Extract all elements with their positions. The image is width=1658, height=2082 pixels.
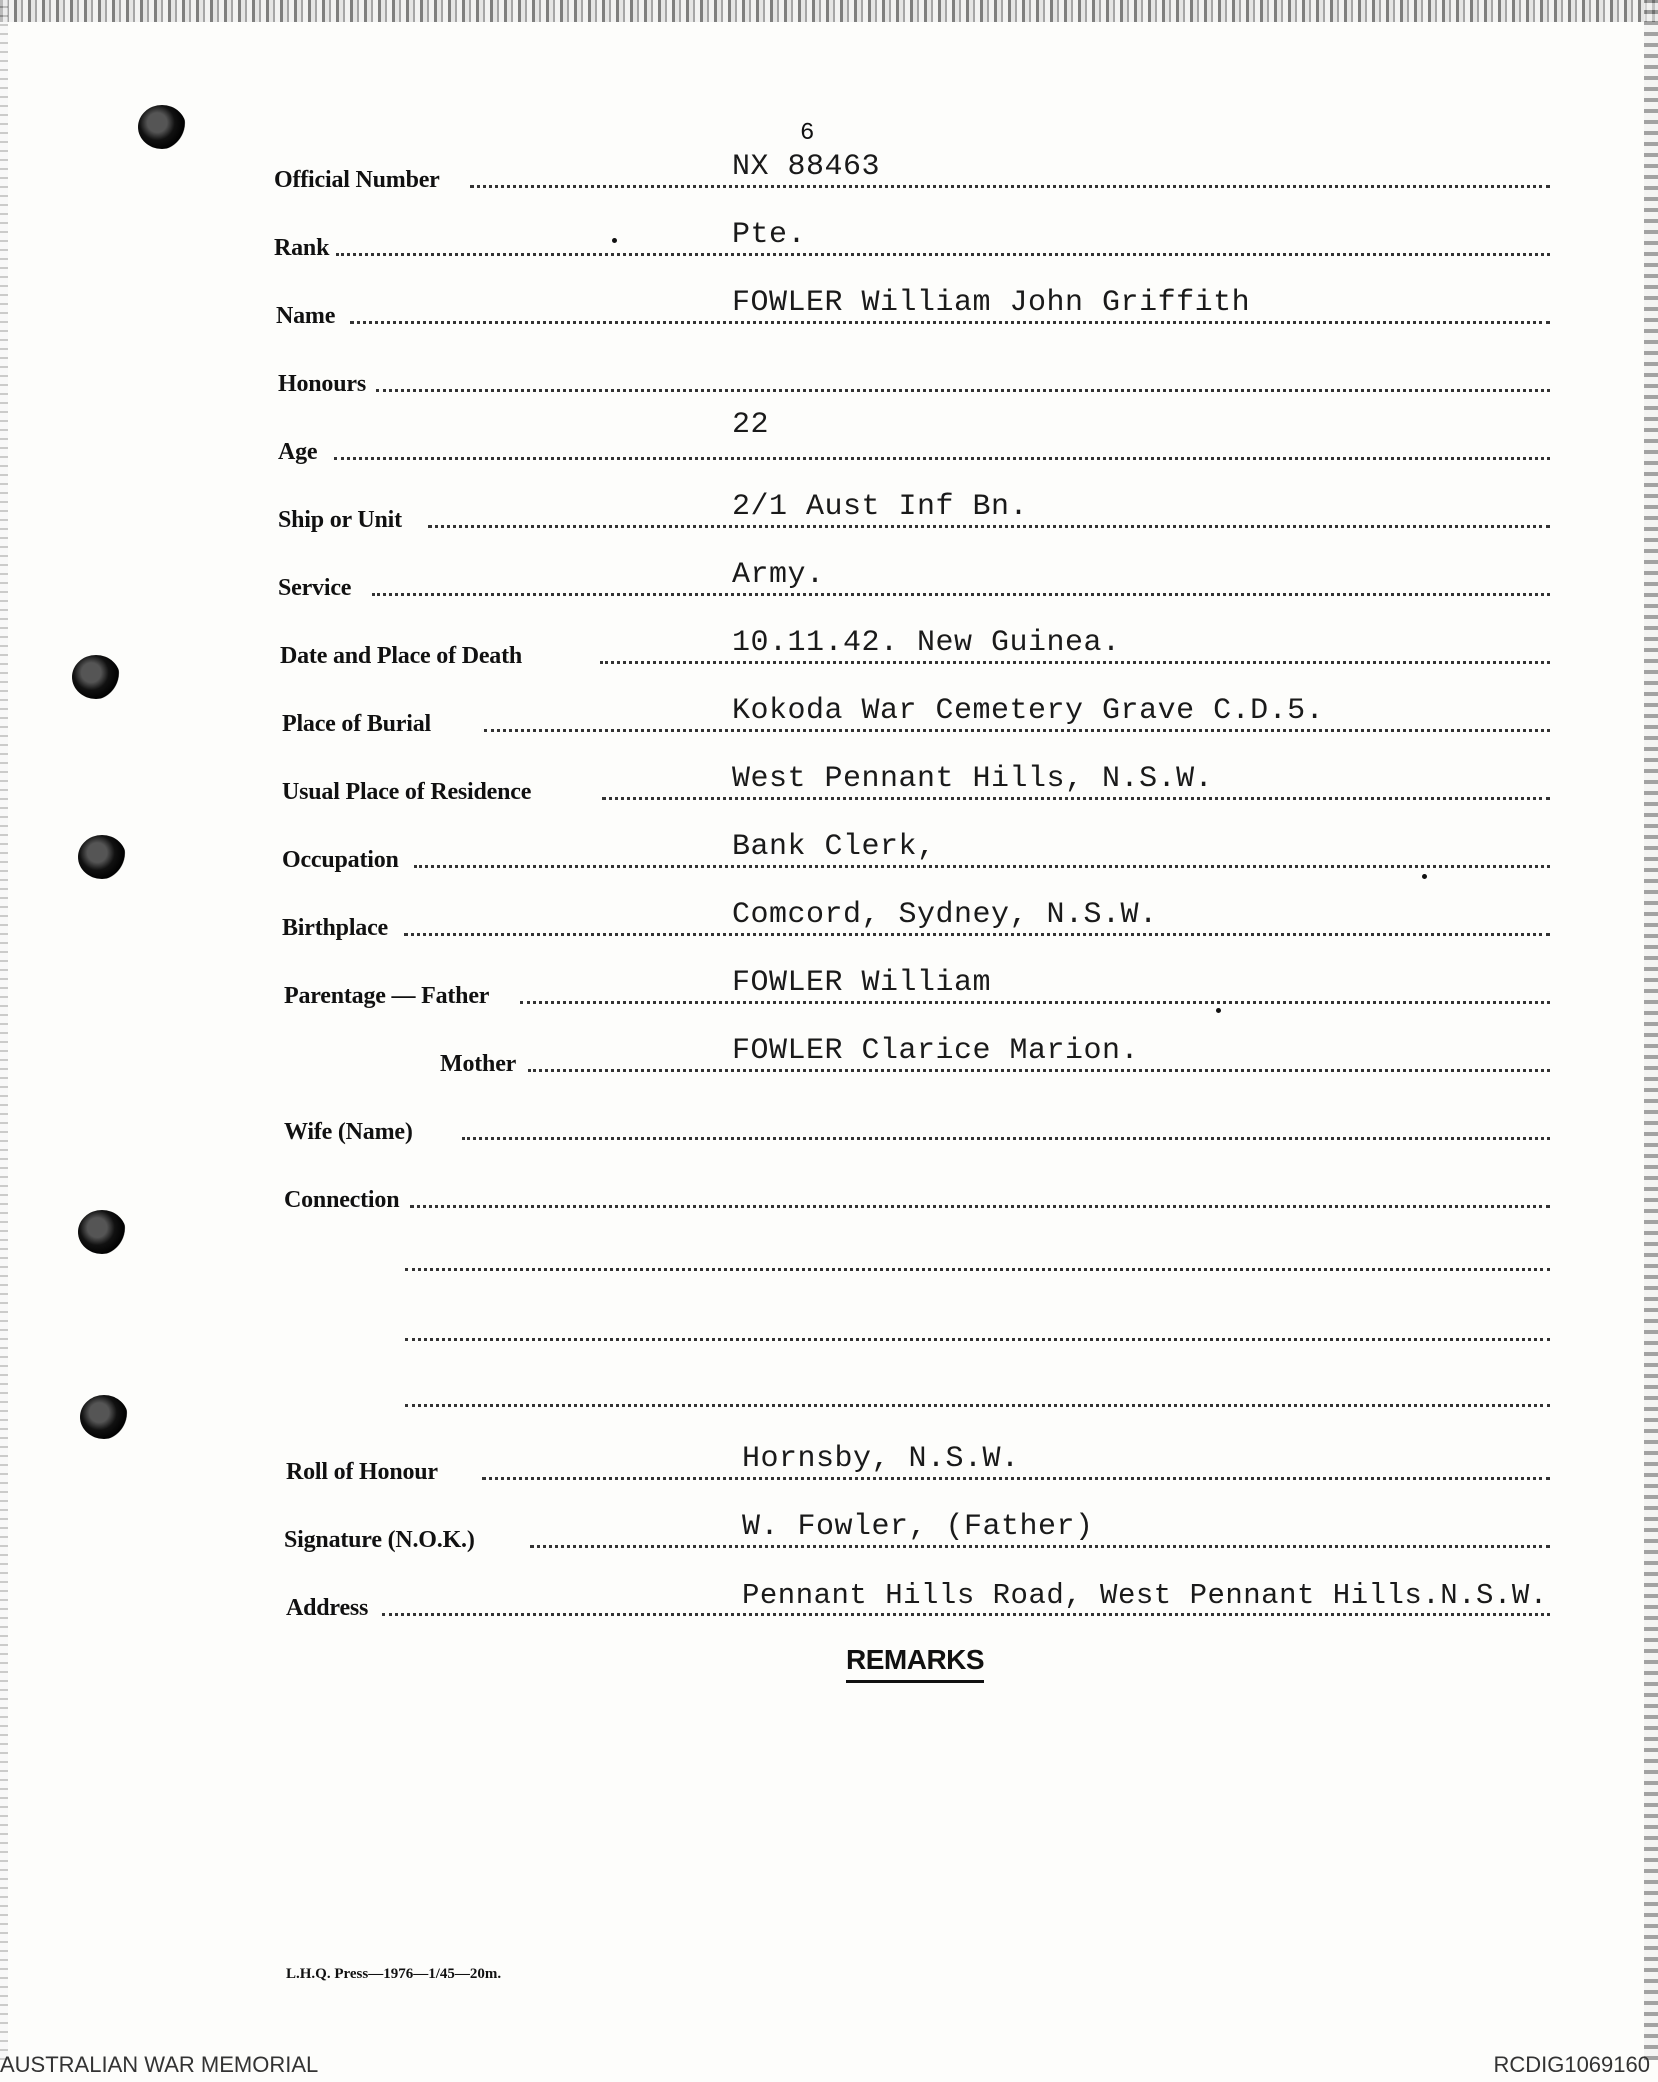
field-label: Birthplace (282, 915, 388, 941)
field-roll-of-honour (0, 1424, 1658, 1486)
field-honours (0, 336, 1658, 398)
field-label: Usual Place of Residence (282, 779, 532, 805)
field-label: Name (276, 303, 336, 329)
connection-continuation-line (405, 1404, 1550, 1407)
field-connection (0, 1152, 1658, 1214)
field-dotted-line (382, 1613, 1550, 1616)
field-dotted-line (334, 457, 1550, 460)
scan-edge-top (0, 0, 1658, 22)
field-dotted-line (350, 321, 1550, 324)
punch-hole-4 (78, 1210, 126, 1254)
field-label: Place of Burial (282, 711, 431, 737)
field-dotted-line (414, 865, 1550, 868)
field-value: 22 (732, 408, 770, 442)
field-occupation (0, 812, 1658, 874)
connection-continuation-line (405, 1338, 1550, 1341)
field-dotted-line (528, 1069, 1550, 1072)
scan-speck (1422, 874, 1427, 879)
field-value: W. Fowler, (Father) (742, 1510, 1094, 1544)
field-dotted-line (484, 729, 1550, 732)
field-value: Pte. (732, 218, 807, 252)
record-id: RCDIG1069160 (1493, 2052, 1650, 2077)
field-dotted-line (410, 1205, 1550, 1208)
field-value: FOWLER Clarice Marion. (732, 1034, 1140, 1068)
field-value: 10.11.42. New Guinea. (732, 626, 1121, 660)
field-value: FOWLER William John Griffith (732, 286, 1251, 320)
field-usual-place-of-residence (0, 744, 1658, 806)
archive-credit: AUSTRALIAN WAR MEMORIAL (0, 2052, 319, 2077)
field-wife-name (0, 1084, 1658, 1146)
field-place-of-burial (0, 676, 1658, 738)
field-dotted-line (462, 1137, 1550, 1140)
field-dotted-line (372, 593, 1550, 596)
field-label: Connection (284, 1187, 400, 1213)
field-rank (0, 200, 1658, 262)
field-label: Service (278, 575, 352, 601)
field-dotted-line (428, 525, 1550, 528)
field-label: Date and Place of Death (280, 643, 523, 669)
connection-continuation-line (405, 1268, 1550, 1271)
field-age (0, 404, 1658, 466)
field-value: Pennant Hills Road, West Pennant Hills.N.S.W. (742, 1579, 1548, 1612)
field-value: West Pennant Hills, N.S.W. (732, 762, 1214, 796)
field-value: FOWLER William (732, 966, 992, 1000)
field-label: Honours (278, 371, 366, 397)
field-dotted-line (530, 1545, 1550, 1548)
field-dotted-line (470, 185, 1550, 188)
field-label: Parentage — Father (284, 983, 490, 1009)
field-value: Kokoda War Cemetery Grave C.D.5. (732, 694, 1325, 728)
field-service (0, 540, 1658, 602)
field-value: 2/1 Aust Inf Bn. (732, 490, 1029, 524)
field-value: Comcord, Sydney, N.S.W. (732, 898, 1158, 932)
printer-imprint: L.H.Q. Press—1976—1/45—20m. (286, 1966, 502, 1982)
field-label: Roll of Honour (286, 1459, 438, 1485)
field-label: Rank (274, 235, 330, 261)
field-dotted-line (602, 797, 1550, 800)
field-parentage-mother (0, 1016, 1658, 1078)
field-signature-nok (0, 1492, 1658, 1554)
field-ship-or-unit (0, 472, 1658, 534)
field-address (0, 1560, 1658, 1622)
field-dotted-line (600, 661, 1550, 664)
field-label: Wife (Name) (284, 1119, 413, 1145)
field-dotted-line (404, 933, 1550, 936)
field-label: Occupation (282, 847, 399, 873)
field-label: Mother (440, 1051, 517, 1077)
field-label: Ship or Unit (278, 507, 402, 533)
field-label: Official Number (274, 167, 440, 193)
field-dotted-line (482, 1477, 1550, 1480)
field-birthplace (0, 880, 1658, 942)
field-value: Army. (732, 558, 825, 592)
field-dotted-line (376, 389, 1550, 392)
field-dotted-line (520, 1001, 1550, 1004)
field-name (0, 268, 1658, 330)
field-parentage-father (0, 948, 1658, 1010)
field-value: Hornsby, N.S.W. (742, 1442, 1020, 1476)
field-value: Bank Clerk, (732, 830, 936, 864)
field-label: Address (286, 1595, 369, 1621)
field-value: NX 88463 (732, 150, 881, 184)
field-date-place-of-death (0, 608, 1658, 670)
remarks-heading: REMARKS (846, 1644, 984, 1683)
field-label: Age (278, 439, 318, 465)
field-label: Signature (N.O.K.) (284, 1527, 475, 1553)
official-number-correction: 6 (800, 120, 815, 147)
field-official-number (0, 120, 1658, 194)
field-dotted-line (336, 253, 1550, 256)
